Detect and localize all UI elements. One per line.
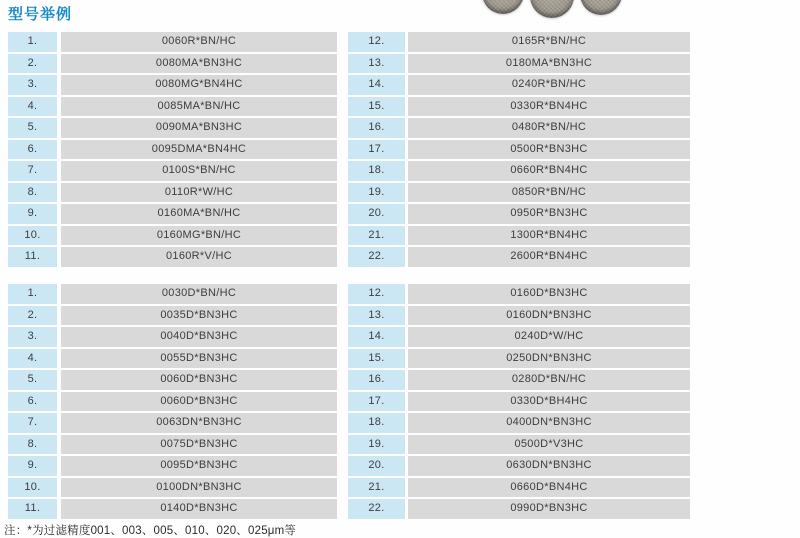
model-code-right: 0330R*BN4HC xyxy=(408,97,690,117)
model-code-left: 0100DN*BN3HC xyxy=(61,478,337,498)
table-row xyxy=(8,32,690,52)
model-code-right: 0180MA*BN3HC xyxy=(408,54,690,74)
row-number-left: 6. xyxy=(8,140,57,160)
model-code-right: 0240D*W/HC xyxy=(408,327,690,347)
row-number-left: 4. xyxy=(8,97,57,117)
model-code-right: 0160D*BN3HC xyxy=(408,284,690,304)
model-code-left: 0030D*BN/HC xyxy=(61,284,337,304)
row-number-right: 15. xyxy=(348,97,405,117)
table-row xyxy=(8,183,690,203)
row-number-right: 18. xyxy=(348,413,405,433)
row-number-right: 20. xyxy=(348,204,405,224)
model-table-1 xyxy=(8,32,690,267)
model-code-left: 0160MA*BN/HC xyxy=(61,204,337,224)
row-number-left: 10. xyxy=(8,478,57,498)
table-row xyxy=(8,204,690,224)
table-row xyxy=(8,499,690,519)
table-row xyxy=(8,306,690,326)
table-row xyxy=(8,161,690,181)
row-number-left: 10. xyxy=(8,226,57,246)
table-row xyxy=(8,456,690,476)
model-code-right: 0950R*BN3HC xyxy=(408,204,690,224)
model-code-right: 0400DN*BN3HC xyxy=(408,413,690,433)
model-code-right: 0850R*BN/HC xyxy=(408,183,690,203)
filtration-precision-note: 注：*为过滤精度001、003、005、010、020、025μm等 xyxy=(4,525,297,537)
table-row xyxy=(8,140,690,160)
model-code-left: 0060R*BN/HC xyxy=(61,32,337,52)
row-number-left: 6. xyxy=(8,392,57,412)
row-number-right: 12. xyxy=(348,32,405,52)
row-number-left: 8. xyxy=(8,435,57,455)
table-row xyxy=(8,75,690,95)
row-number-right: 22. xyxy=(348,247,405,267)
table-row xyxy=(8,413,690,433)
row-number-right: 19. xyxy=(348,435,405,455)
row-number-left: 7. xyxy=(8,413,57,433)
product-photo xyxy=(482,0,628,18)
model-code-left: 0060D*BN3HC xyxy=(61,392,337,412)
model-code-left: 0063DN*BN3HC xyxy=(61,413,337,433)
row-number-right: 21. xyxy=(348,226,405,246)
model-code-left: 0160R*V/HC xyxy=(61,247,337,267)
model-code-right: 0160DN*BN3HC xyxy=(408,306,690,326)
row-number-right: 13. xyxy=(348,54,405,74)
model-code-right: 0330D*BH4HC xyxy=(408,392,690,412)
table-row xyxy=(8,54,690,74)
table-row xyxy=(8,370,690,390)
row-number-left: 2. xyxy=(8,54,57,74)
row-number-right: 13. xyxy=(348,306,405,326)
model-code-right: 1300R*BN4HC xyxy=(408,226,690,246)
row-number-right: 14. xyxy=(348,75,405,95)
row-number-right: 18. xyxy=(348,161,405,181)
row-number-left: 1. xyxy=(8,32,57,52)
row-number-left: 4. xyxy=(8,349,57,369)
table-row xyxy=(8,247,690,267)
row-number-left: 3. xyxy=(8,327,57,347)
model-code-right: 0165R*BN/HC xyxy=(408,32,690,52)
model-code-right: 2600R*BN4HC xyxy=(408,247,690,267)
model-code-left: 0095D*BN3HC xyxy=(61,456,337,476)
model-code-right: 0500D*V3HC xyxy=(408,435,690,455)
row-number-right: 16. xyxy=(348,370,405,390)
table-row xyxy=(8,284,690,304)
row-number-right: 21. xyxy=(348,478,405,498)
row-number-right: 15. xyxy=(348,349,405,369)
table-row xyxy=(8,97,690,117)
model-code-left: 0160MG*BN/HC xyxy=(61,226,337,246)
model-code-left: 0085MA*BN/HC xyxy=(61,97,337,117)
row-number-left: 7. xyxy=(8,161,57,181)
row-number-left: 2. xyxy=(8,306,57,326)
model-code-left: 0140D*BN3HC xyxy=(61,499,337,519)
row-number-left: 9. xyxy=(8,456,57,476)
model-table-2 xyxy=(8,284,690,519)
row-number-left: 5. xyxy=(8,118,57,138)
model-code-left: 0035D*BN3HC xyxy=(61,306,337,326)
model-code-left: 0080MA*BN3HC xyxy=(61,54,337,74)
model-code-right: 0280D*BN/HC xyxy=(408,370,690,390)
model-code-left: 0110R*W/HC xyxy=(61,183,337,203)
table-row xyxy=(8,118,690,138)
row-number-left: 3. xyxy=(8,75,57,95)
model-code-left: 0095DMA*BN4HC xyxy=(61,140,337,160)
table-row xyxy=(8,327,690,347)
model-code-left: 0060D*BN3HC xyxy=(61,370,337,390)
row-number-right: 17. xyxy=(348,392,405,412)
model-code-right: 0480R*BN/HC xyxy=(408,118,690,138)
model-code-left: 0090MA*BN3HC xyxy=(61,118,337,138)
row-number-right: 20. xyxy=(348,456,405,476)
model-code-left: 0080MG*BN4HC xyxy=(61,75,337,95)
model-code-left: 0100S*BN/HC xyxy=(61,161,337,181)
model-code-right: 0660R*BN4HC xyxy=(408,161,690,181)
row-number-left: 11. xyxy=(8,499,57,519)
filter-disc-image-2 xyxy=(530,0,574,18)
table-row xyxy=(8,349,690,369)
model-code-right: 0500R*BN3HC xyxy=(408,140,690,160)
model-code-left: 0040D*BN3HC xyxy=(61,327,337,347)
row-number-right: 16. xyxy=(348,118,405,138)
row-number-right: 12. xyxy=(348,284,405,304)
row-number-left: 11. xyxy=(8,247,57,267)
model-code-left: 0055D*BN3HC xyxy=(61,349,337,369)
model-code-right: 0990D*BN3HC xyxy=(408,499,690,519)
model-code-left: 0075D*BN3HC xyxy=(61,435,337,455)
model-code-right: 0660D*BN4HC xyxy=(408,478,690,498)
table-row xyxy=(8,478,690,498)
filter-disc-image-1 xyxy=(482,0,524,14)
row-number-left: 1. xyxy=(8,284,57,304)
row-number-right: 14. xyxy=(348,327,405,347)
row-number-right: 22. xyxy=(348,499,405,519)
model-code-right: 0630DN*BN3HC xyxy=(408,456,690,476)
model-code-right: 0240R*BN/HC xyxy=(408,75,690,95)
filter-disc-image-3 xyxy=(580,0,622,15)
row-number-right: 19. xyxy=(348,183,405,203)
row-number-left: 9. xyxy=(8,204,57,224)
page-title: 型号举例 xyxy=(8,6,73,23)
row-number-right: 17. xyxy=(348,140,405,160)
table-row xyxy=(8,435,690,455)
model-code-right: 0250DN*BN3HC xyxy=(408,349,690,369)
table-row xyxy=(8,226,690,246)
row-number-left: 5. xyxy=(8,370,57,390)
row-number-left: 8. xyxy=(8,183,57,203)
table-row xyxy=(8,392,690,412)
